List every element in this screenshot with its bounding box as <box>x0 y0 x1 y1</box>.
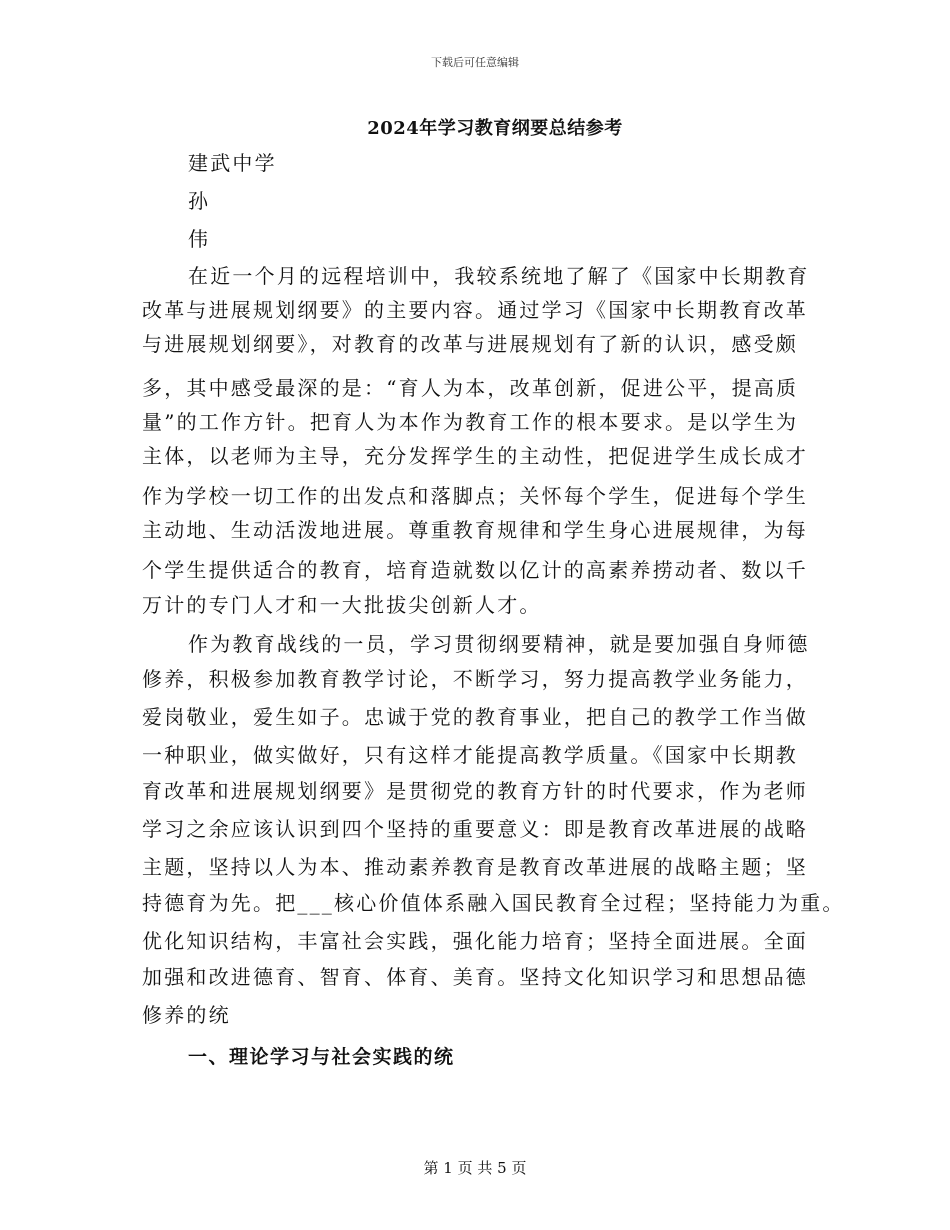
page-footer: 第 1 页 共 5 页 <box>423 1159 527 1177</box>
paragraph1-line: 作为学校一切工作的出发点和落脚点；关怀每个学生，促进每个学生 <box>142 484 808 508</box>
author-surname: 孙 <box>188 189 211 213</box>
paragraph1-line: 主动地、生动活泼地进展。尊重教育规律和学生身心进展规律，为每 <box>142 518 808 542</box>
paragraph1-line: 在近一个月的远程培训中，我较系统地了解了《国家中长期教育 <box>188 264 810 288</box>
paragraph2-line: 修养，积极参加教育教学讨论，不断学习，努力提高教学业务能力， <box>142 667 808 691</box>
paragraph2-line: 育改革和进展规划纲要》是贯彻党的教育方针的时代要求，作为老师 <box>142 779 808 803</box>
header-note: 下载后可任意编辑 <box>431 56 519 69</box>
paragraph2-line: 持德育为先。把___核心价值体系融入国民教育全过程；坚持能力为重。 <box>142 891 845 915</box>
school-name: 建武中学 <box>188 151 277 175</box>
paragraph1-line: 与进展规划纲要》，对教育的改革与进展规划有了新的认识，感受颇 <box>142 332 798 356</box>
author-given-name: 伟 <box>188 227 211 251</box>
paragraph2-line: 学习之余应该认识到四个坚持的重要意义：即是教育改革进展的战略 <box>142 817 808 841</box>
paragraph1-line: 主体，以老师为主导，充分发挥学生的主动性，把促进学生成长成才 <box>142 444 808 468</box>
paragraph1-line: 量”的工作方针。把育人为本作为教育工作的根本要求。是以学生为 <box>142 410 799 434</box>
paragraph2-line: 一种职业，做实做好，只有这样才能提高教学质量。《国家中长期教 <box>142 743 798 767</box>
paragraph2-line: 优化知识结构，丰富社会实践，强化能力培育；坚持全面进展。全面 <box>142 929 808 953</box>
paragraph1-line: 万计的专门人才和一大批拔尖创新人才。 <box>142 593 542 617</box>
paragraph2-line: 修养的统 <box>142 1003 231 1027</box>
paragraph2-line: 爱岗敬业，爱生如子。忠诚于党的教育事业，把自己的教学工作当做 <box>142 705 808 729</box>
document-title: 2024年学习教育纲要总结参考 <box>367 118 623 139</box>
paragraph2-line: 主题，坚持以人为本、推动素养教育是教育改革进展的战略主题；坚 <box>142 855 808 879</box>
paragraph2-line: 加强和改进德育、智育、体育、美育。坚持文化知识学习和思想品德 <box>142 965 808 989</box>
paragraph2-line: 作为教育战线的一员，学习贯彻纲要精神，就是要加强自身师德 <box>188 632 810 656</box>
section-heading: 一、理论学习与社会实践的统 <box>188 1046 455 1068</box>
paragraph1-line: 个学生提供适合的教育，培育造就数以亿计的高素养捞动者、数以千 <box>142 558 808 582</box>
paragraph1-line: 改革与进展规划纲要》的主要内容。通过学习《国家中长期教育改革 <box>142 298 808 322</box>
paragraph1-line: 多，其中感受最深的是：“育人为本，改革创新，促进公平，提高质 <box>142 376 799 400</box>
